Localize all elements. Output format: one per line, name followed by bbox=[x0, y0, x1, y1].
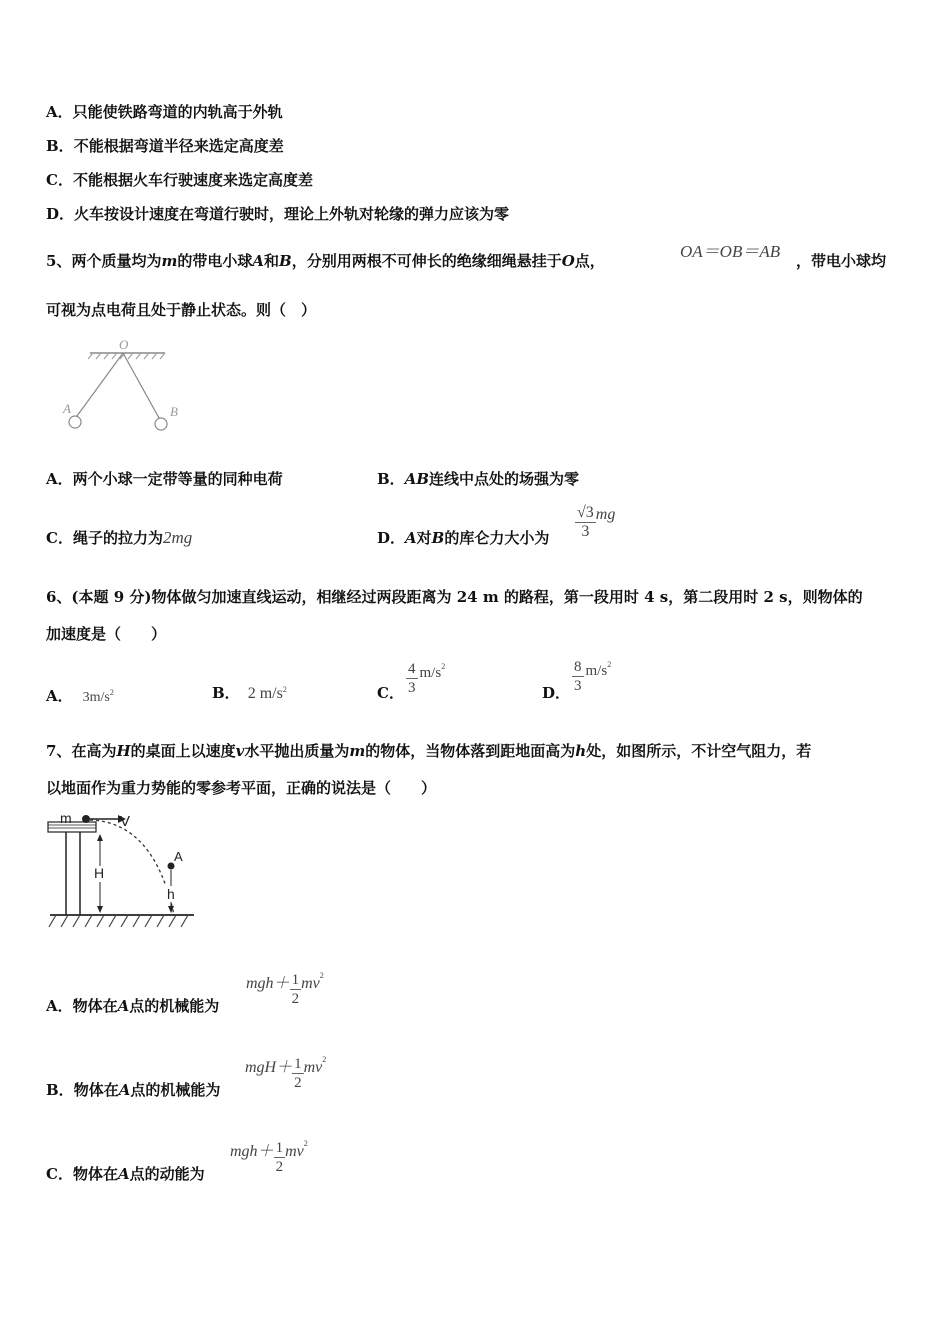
q5-stem-line1: 5、两个质量均为m的带电小球A和B，分别用两根不可伸长的绝缘细绳悬挂于O点， bbox=[46, 252, 605, 270]
label-a: A bbox=[63, 401, 71, 416]
q7-option-a-text: A．物体在A点的机械能为 bbox=[46, 997, 220, 1015]
q5-equation: OA＝OB＝AB bbox=[680, 242, 781, 261]
q6-option-c-math: $\frac{4}{3}$ $m/s^2$ bbox=[408, 661, 446, 696]
q6-option-c: C． bbox=[377, 684, 404, 702]
string-oa bbox=[77, 353, 123, 416]
q4-option-c: C．不能根据火车行驶速度来选定高度差 bbox=[46, 171, 313, 189]
q6-stem-line2: 加速度是（ ） bbox=[46, 625, 167, 643]
q7-option-c-math: mgh＋ $\frac{1}{2}$ $mv^2$ bbox=[230, 1139, 308, 1175]
label-H: H bbox=[94, 865, 105, 881]
q4-option-d: D．火车按设计速度在弯道行驶时，理论上外轨对轮缘的弹力应该为零 bbox=[46, 205, 510, 223]
q6-stem-line1: 6、(本题 9 分)物体做匀加速直线运动，相继经过两段距离为 24 m 的路程，第一段用时 4 s，第二段用时 2 s，则物体的 bbox=[46, 588, 863, 606]
q5-option-a: A．两个小球一定带等量的同种电荷 bbox=[46, 470, 283, 488]
q7-option-a-math: mgh＋ $\frac{1}{2}$ $mv^2$ bbox=[246, 971, 324, 1007]
ball-m bbox=[82, 815, 90, 823]
q7-option-b-text: B．物体在A点的机械能为 bbox=[46, 1081, 221, 1099]
ground-hatch bbox=[49, 915, 188, 927]
q6-option-b: B． 2 $m/s^2$ bbox=[212, 684, 287, 702]
label-v: V bbox=[120, 813, 131, 830]
label-o: O bbox=[119, 337, 129, 352]
q7-stem-line1: 7、在高为H的桌面上以速度v水平抛出质量为m的物体，当物体落到距地面高为h处，如图所示，不计空气阻力，若 bbox=[46, 742, 812, 760]
q5-option-d-math: $\frac{√3}{3}$ mg bbox=[577, 504, 616, 540]
q4-option-a: A．只能使铁路弯道的内轨高于外轨 bbox=[46, 103, 283, 121]
q5-option-b: B．AB连线中点处的场强为零 bbox=[377, 470, 580, 488]
q6-option-d-math: $\frac{8}{3}$ $m/s^2$ bbox=[574, 659, 612, 694]
ball-a bbox=[69, 416, 81, 428]
q7-stem-line2: 以地面作为重力势能的零参考平面，正确的说法是（ ） bbox=[46, 779, 437, 797]
q5-pendulum-figure bbox=[55, 336, 190, 454]
q6-option-d: D． bbox=[542, 684, 571, 702]
q5-option-d-text: D．A对B的库仑力大小为 bbox=[377, 529, 550, 547]
table-top bbox=[48, 822, 96, 832]
q5-stem-line2: 可视为点电荷且处于静止状态。则（ ） bbox=[46, 301, 317, 319]
label-A: A bbox=[174, 849, 183, 864]
q5-stem-tail: ，带电小球均 bbox=[796, 252, 887, 270]
label-m: m bbox=[60, 810, 72, 826]
q7-option-b-math: mgH＋ $\frac{1}{2}$ $mv^2$ bbox=[245, 1055, 327, 1091]
q7-option-c-text: C．物体在A点的动能为 bbox=[46, 1165, 205, 1183]
q5-option-c: C．绳子的拉力为2mg bbox=[46, 528, 193, 547]
label-b: B bbox=[170, 404, 178, 419]
label-h: h bbox=[167, 886, 175, 902]
ball-b bbox=[155, 418, 167, 430]
q4-option-b: B．不能根据弯道半径来选定高度差 bbox=[46, 137, 284, 155]
string-ob bbox=[123, 353, 159, 418]
q6-option-a: A． $3m/s^2$ bbox=[46, 687, 114, 705]
q7-projectile-figure bbox=[44, 810, 204, 935]
